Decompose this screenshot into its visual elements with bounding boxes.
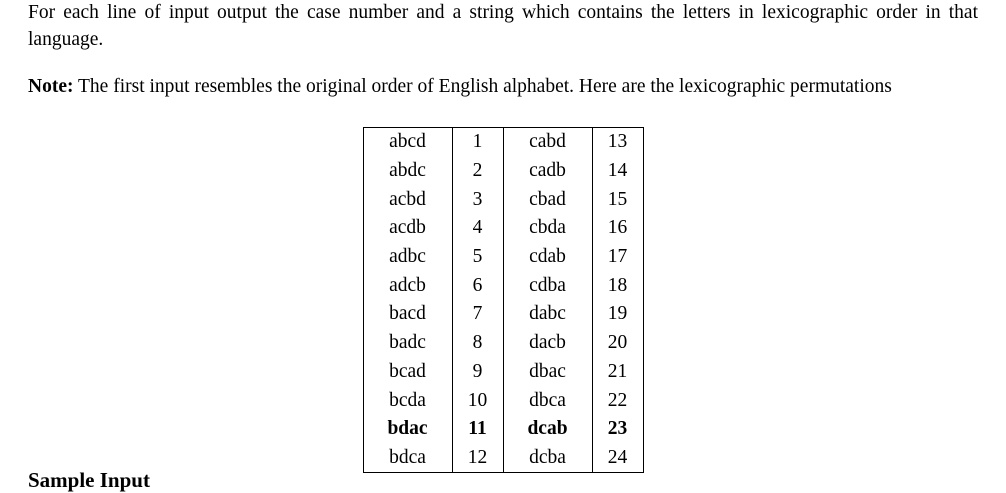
cell-left-word: bacd <box>363 300 452 329</box>
cell-left-word: abdc <box>363 156 452 185</box>
table-row <box>363 156 643 185</box>
cell-right-number: 23 <box>592 415 643 444</box>
table-row <box>363 357 643 386</box>
cell-left-word: badc <box>363 329 452 358</box>
cell-right-number: 18 <box>592 271 643 300</box>
table-row <box>363 127 643 156</box>
cell-right-number: 21 <box>592 357 643 386</box>
note-text: The first input resembles the original order of English alphabet. Here are the lexicographic permutations <box>73 76 892 98</box>
cell-right-number: 17 <box>592 242 643 271</box>
cell-left-word: bcda <box>363 386 452 415</box>
cell-right-word: cabd <box>503 127 592 156</box>
cell-left-number: 2 <box>452 156 503 185</box>
cell-left-word: bcad <box>363 357 452 386</box>
cell-right-word: dcab <box>503 415 592 444</box>
cell-right-word: cadb <box>503 156 592 185</box>
table-row <box>363 271 643 300</box>
cell-right-number: 15 <box>592 185 643 214</box>
paragraph-note <box>28 53 978 101</box>
cell-right-word: cbda <box>503 214 592 243</box>
cell-left-word: adbc <box>363 242 452 271</box>
permutation-table-wrapper <box>28 101 978 474</box>
permutation-table-body <box>363 127 643 473</box>
cell-left-number: 11 <box>452 415 503 444</box>
cell-left-number: 4 <box>452 214 503 243</box>
table-row <box>363 242 643 271</box>
cell-left-number: 9 <box>452 357 503 386</box>
cell-right-number: 14 <box>592 156 643 185</box>
table-row <box>363 386 643 415</box>
cell-left-word: bdca <box>363 444 452 473</box>
cell-right-word: cdab <box>503 242 592 271</box>
paragraph-instruction: For each line of input output the case number and a string which contains the letters in lexicographic order in that language. <box>28 2 978 50</box>
permutation-table <box>363 127 644 474</box>
cell-right-word: dbac <box>503 357 592 386</box>
cell-right-number: 13 <box>592 127 643 156</box>
cell-left-number: 3 <box>452 185 503 214</box>
cell-right-number: 19 <box>592 300 643 329</box>
cell-left-word: acdb <box>363 214 452 243</box>
cell-left-number: 1 <box>452 127 503 156</box>
table-row <box>363 185 643 214</box>
cell-left-number: 8 <box>452 329 503 358</box>
cell-right-word: cbad <box>503 185 592 214</box>
cell-right-word: dacb <box>503 329 592 358</box>
note-label: Note: <box>28 76 74 98</box>
cell-left-number: 10 <box>452 386 503 415</box>
cell-right-word: cdba <box>503 271 592 300</box>
cell-left-word: adcb <box>363 271 452 300</box>
cell-right-number: 20 <box>592 329 643 358</box>
cell-left-number: 12 <box>452 444 503 473</box>
cell-right-number: 24 <box>592 444 643 473</box>
cell-right-number: 16 <box>592 214 643 243</box>
cell-left-word: abcd <box>363 127 452 156</box>
bottom-heading-stub: Sample Input <box>28 468 150 492</box>
cell-left-word: acbd <box>363 185 452 214</box>
cell-left-word: bdac <box>363 415 452 444</box>
cell-right-word: dabc <box>503 300 592 329</box>
table-row <box>363 444 643 473</box>
cell-left-number: 6 <box>452 271 503 300</box>
cell-right-number: 22 <box>592 386 643 415</box>
cell-left-number: 7 <box>452 300 503 329</box>
table-row <box>363 329 643 358</box>
cell-left-number: 5 <box>452 242 503 271</box>
cell-right-word: dbca <box>503 386 592 415</box>
table-row <box>363 415 643 444</box>
cell-right-word: dcba <box>503 444 592 473</box>
table-row <box>363 214 643 243</box>
table-row <box>363 300 643 329</box>
